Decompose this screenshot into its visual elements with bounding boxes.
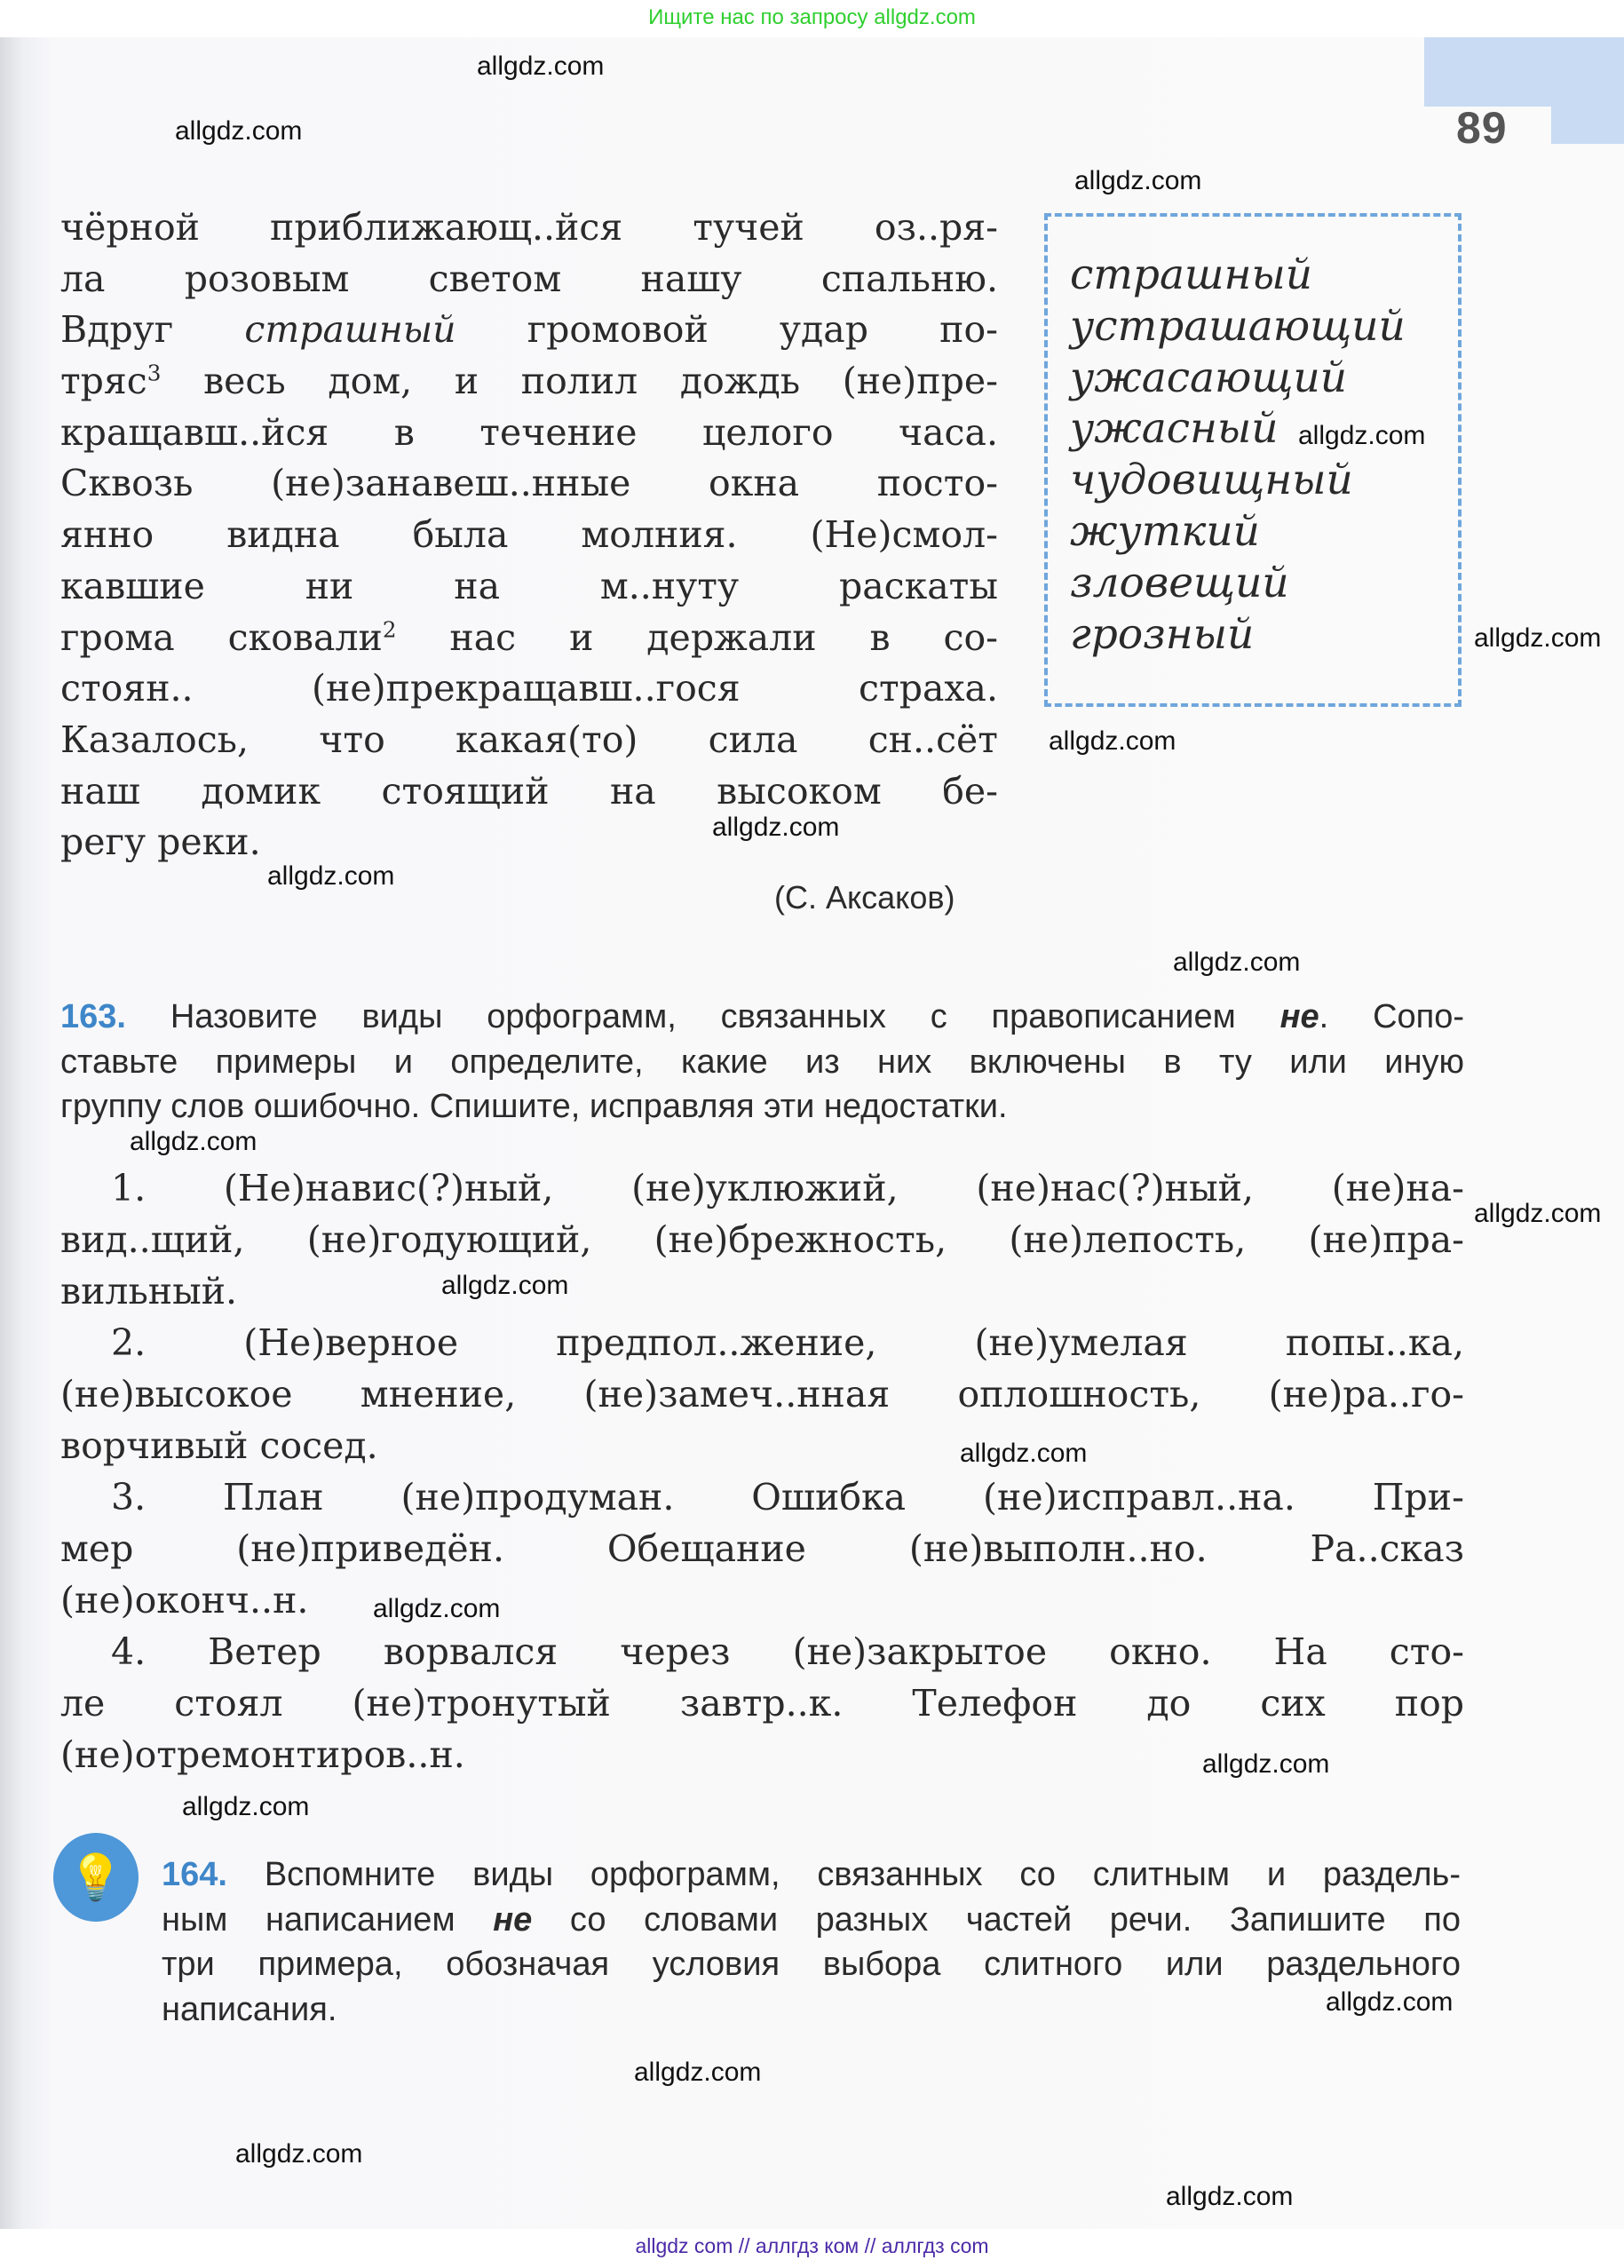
text-line <box>60 356 998 408</box>
watermark[interactable]: allgdz.com <box>130 1127 257 1156</box>
watermark[interactable]: allgdz.com <box>182 1792 310 1821</box>
item-line: 4. Ветер ворвался через (не)закрытое окно. На сто- <box>111 1630 1464 1673</box>
watermark[interactable]: allgdz.com <box>477 52 605 81</box>
item-line: 2. (Не)верное предпол..жение, (не)умелая попы..ка, <box>111 1321 1464 1364</box>
text-line: Сквозь (не)занавеш..нные окна посто- <box>60 462 998 505</box>
watermark[interactable]: allgdz.com <box>175 116 303 146</box>
footer-links[interactable]: allgdz com // аллгдз ком // аллгдз com <box>635 2234 989 2257</box>
watermark[interactable]: allgdz.com <box>1474 623 1602 653</box>
page-number: 89 <box>1456 103 1508 153</box>
synonyms-list <box>1070 250 1406 660</box>
task-line: написания. <box>162 1990 337 2028</box>
watermark[interactable]: allgdz.com <box>960 1439 1088 1468</box>
text-line: янно видна была молния. (Не)смол- <box>60 513 998 557</box>
page-corner-tab <box>1424 37 1624 107</box>
text-part: Назовите виды орфограмм, связанных с правописанием <box>170 998 1280 1035</box>
watermark[interactable]: allgdz.com <box>1298 421 1426 450</box>
watermark[interactable]: allgdz.com <box>634 2058 762 2087</box>
synonym: грозный <box>1070 609 1255 659</box>
synonym: зловещий <box>1070 558 1289 607</box>
synonym: чудовищный <box>1070 456 1353 505</box>
watermark[interactable]: allgdz.com <box>1173 948 1301 977</box>
item-line: ле стоял (не)тронутый завтр..к. Телефон до сих пор <box>60 1682 1464 1725</box>
task-line: три примера, обозначая условия выбора слитного или раздельного <box>162 1946 1461 1983</box>
text-part: Вспомните виды орфограмм, связанных со слитным и раздель- <box>264 1856 1461 1893</box>
text-part: . Сопо- <box>1319 998 1464 1035</box>
text-part: со словами разных частей речи. Запишите по <box>532 1900 1461 1939</box>
item-line: 1. (Не)навис(?)ный, (не)уклюжий, (не)нас(?)ный, (не)на- <box>111 1167 1464 1209</box>
footnote-mark: 3 <box>147 360 162 386</box>
emphasis: не <box>493 1900 533 1939</box>
task-line <box>162 1898 1461 1943</box>
item-line: (не)отремонтиров..н. <box>60 1733 465 1776</box>
emphasis: не <box>1279 998 1319 1035</box>
text-part: нас и держали в со- <box>396 615 998 659</box>
text-line: регу реки. <box>60 821 261 864</box>
item-line: ворчивый сосед. <box>60 1424 378 1467</box>
item-line: 3. План (не)продуман. Ошибка (не)исправл..на. При- <box>111 1476 1464 1519</box>
text-line: чёрной приближающ..йся тучей оз..ря- <box>60 206 998 249</box>
text-line: кавшие ни на м..нуту раскаты <box>60 564 998 607</box>
text-line: наш домик стоящий на высоком бе- <box>60 769 998 813</box>
task-line: группу слов ошибочно. Спишите, исправляя эти недостатки. <box>60 1088 1008 1125</box>
watermark[interactable]: allgdz.com <box>1166 2182 1294 2211</box>
task-line <box>162 1852 1461 1898</box>
text-line: ла розовым светом нашу спальню. <box>60 257 998 300</box>
item-line: мер (не)приведён. Обещание (не)выполн..но. Ра..сказ <box>60 1527 1464 1570</box>
watermark[interactable]: allgdz.com <box>1202 1749 1330 1779</box>
watermark[interactable]: allgdz.com <box>1326 1987 1454 2017</box>
synonym: жуткий <box>1070 506 1260 556</box>
exercise-164-task <box>162 1852 1461 2032</box>
author: (С. Аксаков) <box>774 879 955 916</box>
text-line <box>60 613 998 664</box>
synonym: устрашающий <box>1070 301 1406 351</box>
page-corner-tab-step <box>1551 107 1624 144</box>
exercise-163-items <box>60 1162 1464 1780</box>
text-part: весь дом, и полил дождь (не)пре- <box>161 360 998 403</box>
synonym: ужасающий <box>1070 353 1348 402</box>
item-line: вильный. <box>60 1270 238 1312</box>
exercise-163-task <box>60 995 1464 1130</box>
exercise-number: 164. <box>162 1856 227 1893</box>
task-line <box>60 995 1464 1040</box>
item-line: (не)высокое мнение, (не)замеч..нная оплошность, (не)ра..го- <box>60 1373 1464 1416</box>
text-line: кращавш..йся в течение целого часа. <box>60 410 998 454</box>
text-part: Вдруг <box>60 308 245 352</box>
synonym: ужасный <box>1070 404 1279 454</box>
item-line: вид..щий, (не)годующий, (не)брежность, (не)лепость, (не)пра- <box>60 1218 1464 1261</box>
italic-word: страшный <box>244 308 456 352</box>
lightbulb-icon: 💡 <box>53 1833 139 1922</box>
watermark[interactable]: allgdz.com <box>1474 1199 1602 1228</box>
text-part: ным написанием <box>162 1900 494 1939</box>
text-line: стоян.. (не)прекращавш..гося страха. <box>60 667 998 710</box>
text-line <box>60 305 998 356</box>
exercise-number: 163. <box>60 998 126 1035</box>
watermark[interactable]: allgdz.com <box>267 861 395 891</box>
search-banner[interactable]: Ищите нас по запросу allgdz.com <box>648 5 976 29</box>
text-part: грома сковали <box>60 615 383 659</box>
text-part: громовой удар по- <box>456 308 998 352</box>
watermark[interactable]: allgdz.com <box>441 1271 569 1300</box>
footnote-mark: 2 <box>382 615 397 642</box>
watermark[interactable]: allgdz.com <box>1074 166 1202 195</box>
reading-text <box>60 202 998 868</box>
item-line: (не)оконч..н. <box>60 1579 309 1622</box>
synonym: страшный <box>1070 250 1313 299</box>
watermark[interactable]: allgdz.com <box>373 1594 501 1623</box>
text-line: Казалось, что какая(то) сила сн..сёт <box>60 718 998 761</box>
text-part: тряс <box>60 360 147 403</box>
task-line: ставьте примеры и определите, какие из них включены в ту или иную <box>60 1043 1464 1081</box>
watermark[interactable]: allgdz.com <box>1049 726 1176 756</box>
watermark[interactable]: allgdz.com <box>235 2139 363 2169</box>
watermark[interactable]: allgdz.com <box>712 813 840 842</box>
